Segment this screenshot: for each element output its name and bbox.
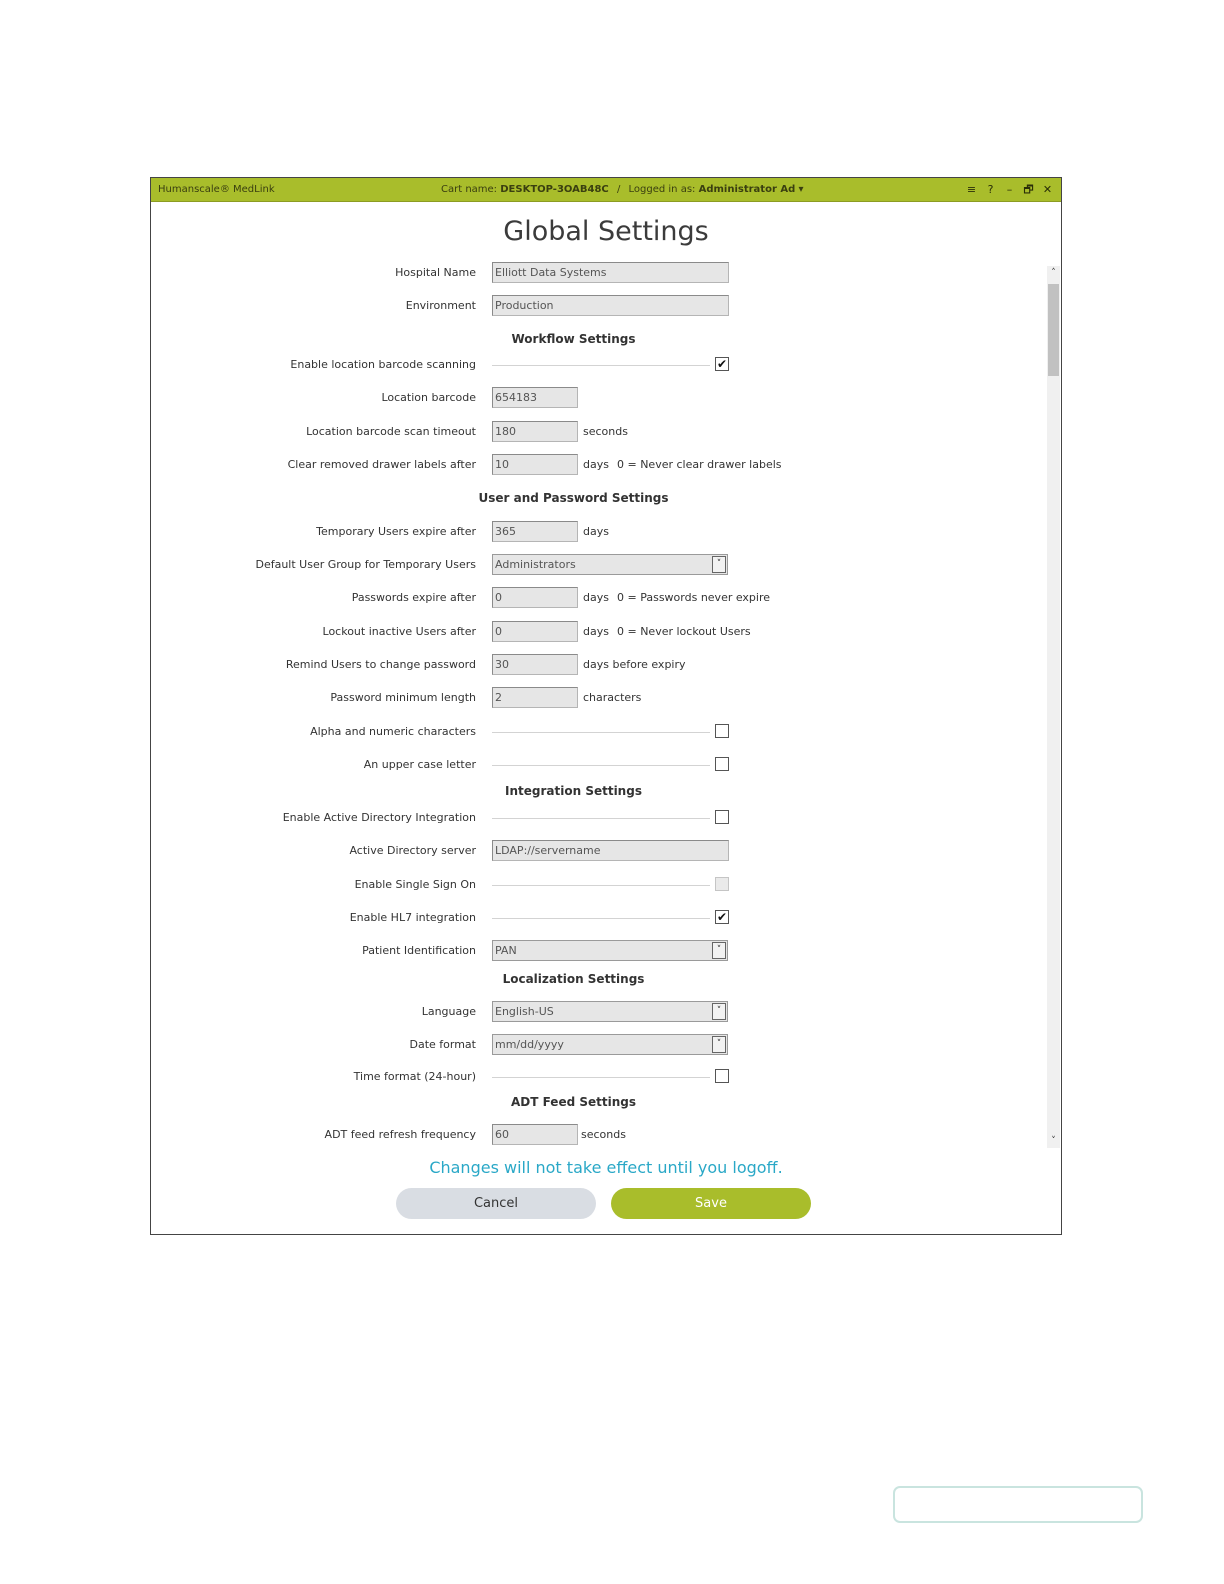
default-group-value: Administrators <box>495 558 576 571</box>
active-directory-label: Enable Active Directory Integration <box>282 811 476 824</box>
ad-server-input[interactable]: LDAP://servername <box>492 840 729 861</box>
lockout-row <box>151 621 1051 643</box>
temp-expire-unit: days <box>583 525 609 538</box>
close-icon[interactable]: ✕ <box>1042 183 1053 196</box>
hl7-row <box>151 907 1051 929</box>
app-brand: Humanscale® MedLink <box>158 184 275 195</box>
sso-row <box>151 874 1051 896</box>
chevron-down-icon[interactable]: ˅ <box>712 1003 726 1020</box>
adt-refresh-row <box>151 1124 1051 1146</box>
temp-expire-label: Temporary Users expire after <box>316 525 476 538</box>
active-directory-row <box>151 807 1051 829</box>
language-label: Language <box>421 1005 476 1018</box>
date-format-value: mm/dd/yyyy <box>495 1038 564 1051</box>
cart-label: Cart name: <box>441 184 498 195</box>
localization-settings-heading: Localization Settings <box>502 972 645 986</box>
location-barcode-label: Location barcode <box>381 391 476 404</box>
leader-line <box>492 918 710 919</box>
session-info <box>441 184 803 195</box>
patient-id-label: Patient Identification <box>362 944 476 957</box>
location-scanning-row <box>151 354 1051 376</box>
location-barcode-row <box>151 387 1051 409</box>
temp-expire-row <box>151 521 1051 543</box>
sso-label: Enable Single Sign On <box>354 878 476 891</box>
default-group-row <box>151 554 1051 576</box>
scan-timeout-input[interactable]: 180 <box>492 421 578 442</box>
location-scanning-label: Enable location barcode scanning <box>290 358 476 371</box>
clear-labels-unit: days <box>583 458 609 471</box>
scan-timeout-unit: seconds <box>583 425 628 438</box>
user-caret-icon[interactable]: ▾ <box>798 184 804 195</box>
leader-line <box>492 818 710 819</box>
min-length-unit: characters <box>583 691 642 704</box>
environment-input[interactable]: Production <box>492 295 729 316</box>
cart-name: DESKTOP-3OAB48C <box>500 184 609 195</box>
upper-case-label: An upper case letter <box>363 758 476 771</box>
environment-label: Environment <box>405 299 476 312</box>
remind-label: Remind Users to change password <box>285 658 476 671</box>
leader-line <box>492 732 710 733</box>
upper-case-checkbox[interactable] <box>715 757 729 771</box>
chevron-down-icon[interactable]: ˅ <box>712 1036 726 1053</box>
user-menu[interactable]: Administrator Ad <box>698 184 796 195</box>
language-value: English-US <box>495 1005 554 1018</box>
vertical-scrollbar[interactable] <box>1047 266 1060 1148</box>
alpha-numeric-checkbox[interactable] <box>715 724 729 738</box>
time-format-label: Time format (24-hour) <box>353 1070 476 1083</box>
menu-icon[interactable]: ≡ <box>966 183 977 196</box>
hospital-name-input[interactable]: Elliott Data Systems <box>492 262 729 283</box>
cancel-button[interactable]: Cancel <box>396 1188 596 1219</box>
hl7-checkbox[interactable]: ✔ <box>716 910 728 924</box>
ad-server-row <box>151 840 1051 862</box>
help-icon[interactable]: ? <box>987 183 994 196</box>
adt-feed-settings-heading: ADT Feed Settings <box>510 1095 636 1109</box>
lockout-label: Lockout inactive Users after <box>322 625 476 638</box>
logged-in-label: Logged in as: <box>628 184 696 195</box>
language-select[interactable] <box>492 1001 728 1022</box>
active-directory-checkbox[interactable] <box>715 810 729 824</box>
upper-case-row <box>151 754 1051 776</box>
clear-labels-note: 0 = Never clear drawer labels <box>617 458 782 471</box>
pw-expire-row <box>151 587 1051 609</box>
date-format-select[interactable] <box>492 1034 728 1055</box>
pw-expire-unit: days <box>583 591 609 604</box>
hospital-name-label: Hospital Name <box>395 266 476 279</box>
save-button[interactable]: Save <box>611 1188 811 1219</box>
lockout-note: 0 = Never lockout Users <box>617 625 751 638</box>
clear-labels-input[interactable]: 10 <box>492 454 578 475</box>
environment-row <box>151 295 1051 317</box>
leader-line <box>492 765 710 766</box>
scan-timeout-row <box>151 421 1051 443</box>
leader-line <box>492 1077 710 1078</box>
chevron-down-icon[interactable]: ˅ <box>712 556 726 573</box>
leader-line <box>492 365 710 366</box>
window-controls <box>962 182 1057 198</box>
pw-expire-label: Passwords expire after <box>351 591 476 604</box>
default-group-select[interactable] <box>492 554 728 575</box>
min-length-input[interactable]: 2 <box>492 687 578 708</box>
date-format-label: Date format <box>409 1038 476 1051</box>
pw-expire-input[interactable]: 0 <box>492 587 578 608</box>
patient-id-select[interactable] <box>492 940 728 961</box>
adt-refresh-unit: seconds <box>581 1128 626 1141</box>
remind-row <box>151 654 1051 676</box>
min-length-label: Password minimum length <box>330 691 476 704</box>
global-settings-window <box>150 177 1062 1235</box>
restore-icon[interactable]: 🗗 <box>1023 183 1034 196</box>
clear-labels-row <box>151 454 1051 476</box>
leader-line <box>492 885 710 886</box>
adt-refresh-input[interactable]: 60 <box>492 1124 578 1145</box>
temp-expire-input[interactable]: 365 <box>492 521 578 542</box>
patient-id-value: PAN <box>495 944 517 957</box>
pw-expire-note: 0 = Passwords never expire <box>617 591 771 604</box>
location-scanning-checkbox[interactable]: ✔ <box>716 357 728 371</box>
alpha-numeric-label: Alpha and numeric characters <box>310 725 476 738</box>
page-number-box <box>893 1486 1143 1523</box>
time-format-row <box>151 1066 1051 1088</box>
integration-settings-heading: Integration Settings <box>505 784 642 798</box>
time-format-checkbox[interactable] <box>715 1069 729 1083</box>
minimize-icon[interactable]: – <box>1006 183 1013 196</box>
chevron-down-icon[interactable]: ˅ <box>712 942 726 959</box>
date-format-row <box>151 1034 1051 1056</box>
alpha-numeric-row <box>151 721 1051 743</box>
lockout-input[interactable]: 0 <box>492 621 578 642</box>
location-barcode-input[interactable]: 654183 <box>492 387 578 408</box>
adt-refresh-label: ADT feed refresh frequency <box>324 1128 476 1141</box>
page-title: Global Settings <box>503 216 709 247</box>
user-password-settings-heading: User and Password Settings <box>478 491 669 505</box>
scan-timeout-label: Location barcode scan timeout <box>306 425 476 438</box>
lockout-unit: days <box>583 625 609 638</box>
scroll-down-icon[interactable]: ˅ <box>1051 1136 1056 1146</box>
session-separator: / <box>616 184 621 195</box>
scroll-up-icon[interactable]: ˄ <box>1051 268 1056 278</box>
min-length-row <box>151 687 1051 709</box>
title-bar <box>151 178 1061 202</box>
hospital-name-row <box>151 262 1051 284</box>
logoff-notice: Changes will not take effect until you logoff. <box>429 1158 783 1177</box>
language-row <box>151 1001 1051 1023</box>
default-group-label: Default User Group for Temporary Users <box>255 558 476 571</box>
remind-input[interactable]: 30 <box>492 654 578 675</box>
workflow-settings-heading: Workflow Settings <box>511 332 636 346</box>
hl7-label: Enable HL7 integration <box>349 911 476 924</box>
remind-unit: days before expiry <box>583 658 686 671</box>
scroll-thumb[interactable] <box>1048 284 1059 376</box>
patient-id-row <box>151 940 1051 962</box>
sso-checkbox[interactable] <box>715 877 729 891</box>
clear-labels-label: Clear removed drawer labels after <box>287 458 476 471</box>
ad-server-label: Active Directory server <box>349 844 476 857</box>
